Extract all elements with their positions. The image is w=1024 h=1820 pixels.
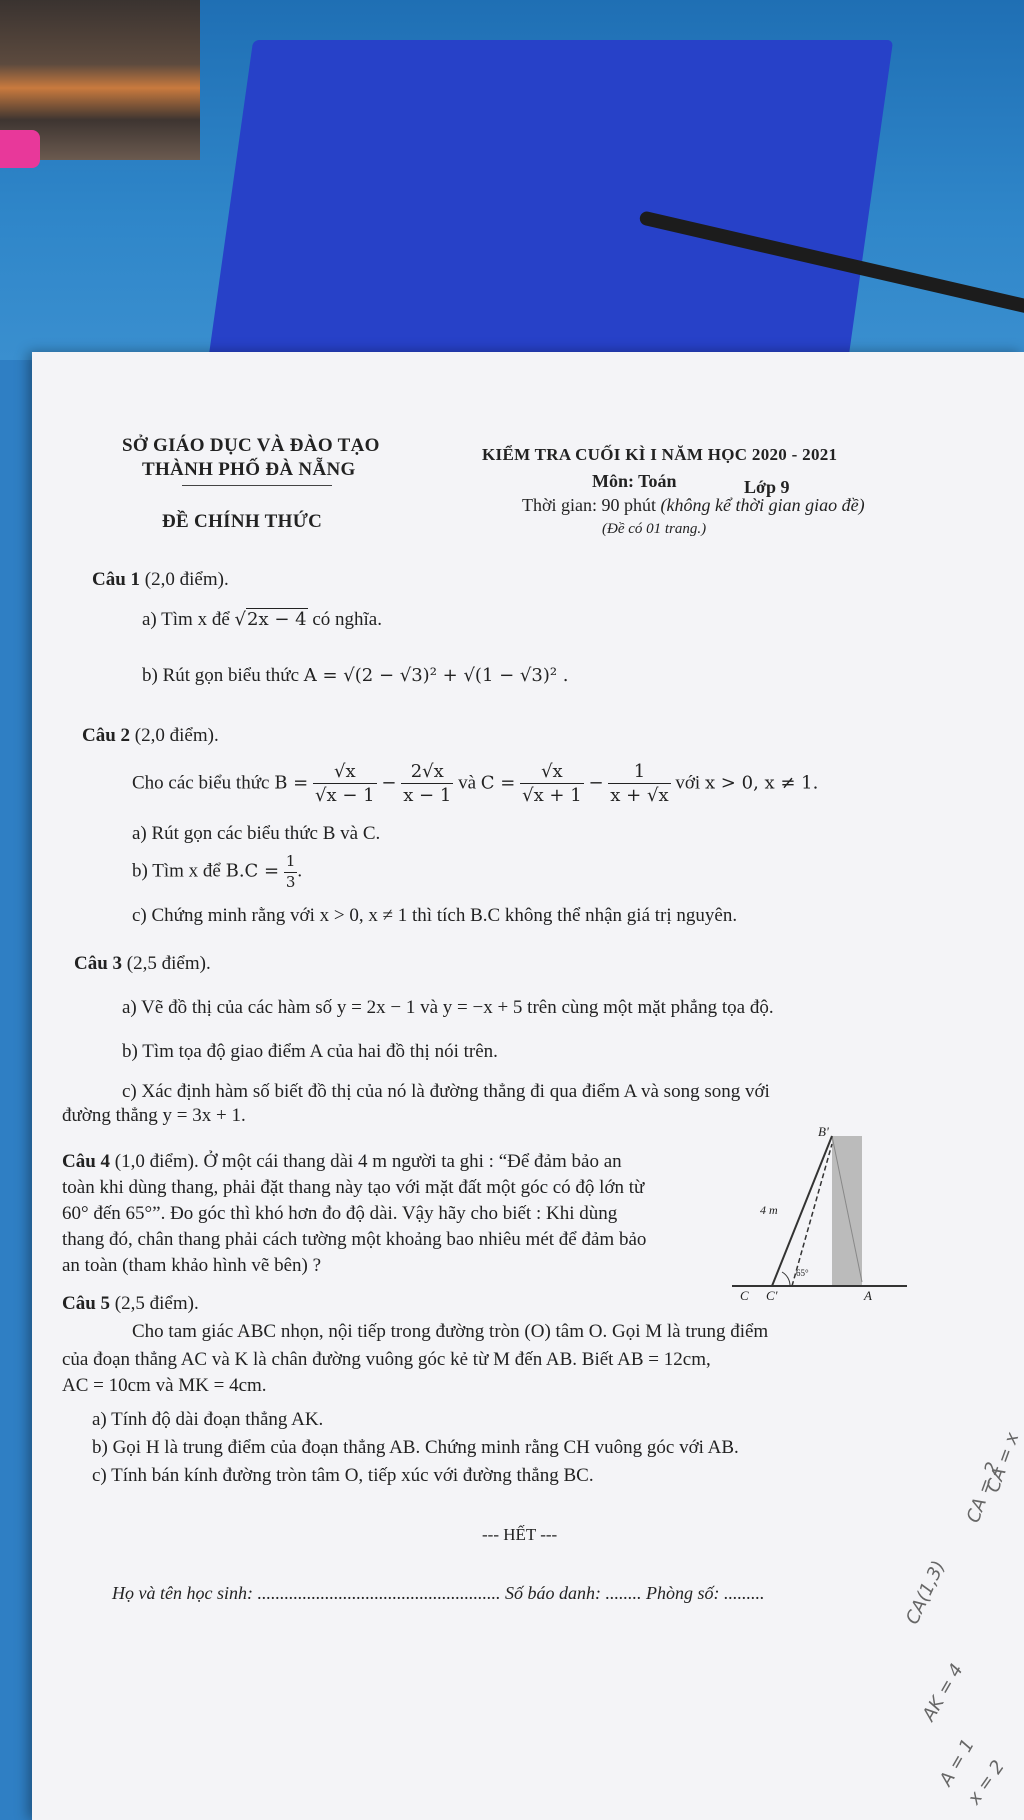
label-a: A [864,1288,872,1302]
exam-sheet [32,352,1024,1820]
q5-line-2: của đoạn thẳng AC và K là chân đường vuông góc kẻ từ M đến AB. Biết AB = 12cm, [62,1349,711,1370]
q4-line-1: Câu 4 (1,0 điểm). Ở một cái thang dài 4 m người ta ghi : “Để đảm bảo an [62,1151,622,1172]
q5-heading: Câu 5 (2,5 điểm). [62,1293,199,1314]
department-name: SỞ GIÁO DỤC VÀ ĐÀO TẠO [122,435,380,456]
q5-line-3: AC = 10cm và MK = 4cm. [62,1375,267,1396]
student-name-line: Họ và tên học sinh: ...................................................... Số báo danh: ........ Phòng số: ......... [112,1583,765,1603]
label-c-prime: C' [766,1288,778,1302]
q2-heading: Câu 2 (2,0 điểm). [82,725,219,746]
handwritten-note-1: CA = 2 [962,1459,1005,1526]
q4-line-5: an toàn (tham khảo hình vẽ bên) ? [62,1255,322,1276]
label-c: C [740,1288,749,1302]
end-marker: --- HẾT --- [482,1525,558,1544]
label-b-prime: B' [818,1124,829,1139]
q3-part-c: c) Xác định hàm số biết đồ thị của nó là đường thẳng đi qua điểm A và song song với [122,1081,770,1102]
ladder-c [772,1136,832,1286]
q3-heading: Câu 3 (2,5 điểm). [74,953,211,974]
q1-heading: Câu 1 (2,0 điểm). [92,569,229,590]
q4-line-2: toàn khi dùng thang, phải đặt thang này tạo với mặt đất một góc có độ lớn từ [62,1177,645,1198]
q4-line-3: 60° đến 65°”. Đo góc thì khó hơn đo độ dài. Vậy hãy cho biết : Khi dùng [62,1203,618,1224]
grade: Lớp 9 [744,477,790,497]
q5-part-a: a) Tính độ dài đoạn thẳng AK. [92,1409,324,1430]
handwritten-note-3: CA(1,3) [901,1557,950,1628]
q4-line-4: thang đó, chân thang phải cách tường một khoảng bao nhiêu mét để đảm bảo [62,1229,647,1250]
ladder-figure [732,1122,912,1302]
handwritten-note-6: x = 2 [963,1756,1009,1809]
handwritten-note-4: AK = 4 [918,1660,968,1725]
pink-marker [0,130,40,168]
q5-part-c: c) Tính bán kính đường tròn tâm O, tiếp xúc với đường thẳng BC. [92,1465,594,1486]
exam-title: KIỂM TRA CUỐI KÌ I NĂM HỌC 2020 - 2021 [482,445,838,464]
handwritten-note-2: CA = x [982,1429,1024,1496]
label-angle: 65° [796,1268,809,1278]
q2-expressions: Cho các biểu thức B = $\frac{√x}{√x - 1}$ − $\frac{2√x}{x - 1}$ và C = $\frac{√x}{√x + 1}$ − $\frac{1}{x + √x}$ với x > 0, x ≠ 1. [132,761,819,807]
header-underline [182,485,332,486]
q1-part-a: a) Tìm x để √2x − 4 có nghĩa. [142,609,382,630]
q2-part-c: c) Chứng minh rằng với x > 0, x ≠ 1 thì tích B.C không thể nhận giá trị nguyên. [132,905,738,926]
official-label: ĐỀ CHÍNH THỨC [162,511,323,532]
blue-folder [207,40,893,370]
handwritten-note-5: A = 1 [935,1735,979,1790]
q2-part-a: a) Rút gọn các biểu thức B và C. [132,823,381,844]
q3-part-a: a) Vẽ đồ thị của các hàm số y = 2x − 1 và y = −x + 5 trên cùng một mặt phẳng tọa độ. [122,997,774,1018]
q3-part-c-cont: đường thẳng y = 3x + 1. [62,1105,246,1126]
q3-part-b: b) Tìm tọa độ giao điểm A của hai đồ thị nói trên. [122,1041,498,1062]
ladder-c-prime [792,1144,832,1286]
subject: Môn: Toán [592,471,677,491]
q1-part-b: b) Rút gọn biểu thức A = √(2 − √3)² + √(1 − √3)² . [142,665,569,686]
city-name: THÀNH PHỐ ĐÀ NẴNG [142,459,356,480]
q2-part-b: b) Tìm x để B.C = $\frac{1}{3}$ . [132,852,303,891]
label-length: 4 m [760,1203,778,1217]
angle-arc [782,1272,790,1286]
q5-part-b: b) Gọi H là trung điểm của đoạn thẳng AB. Chứng minh rằng CH vuông góc với AB. [92,1437,739,1458]
exam-time: Thời gian: 90 phút (không kể thời gian giao đề) [522,495,865,515]
q5-line-1: Cho tam giác ABC nhọn, nội tiếp trong đường tròn (O) tâm O. Gọi M là trung điểm [132,1321,769,1342]
pages-note: (Đề có 01 trang.) [602,521,707,537]
